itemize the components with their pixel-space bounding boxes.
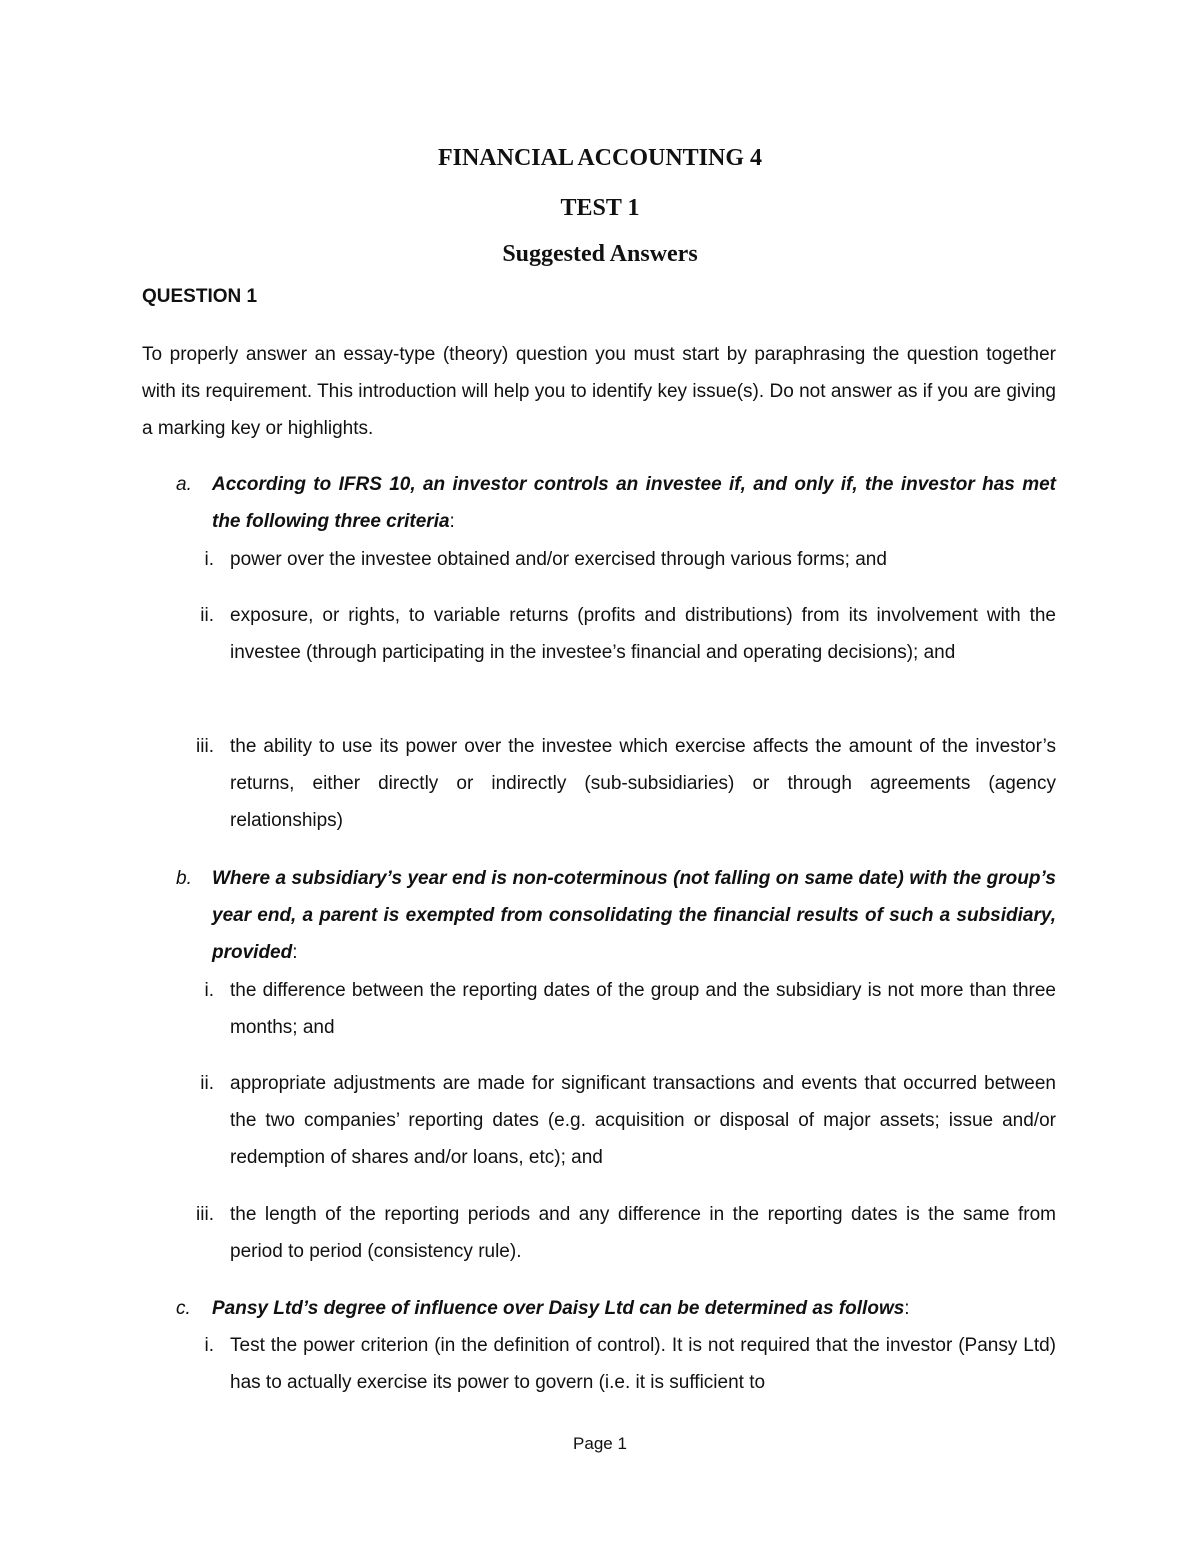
question-intro: To properly answer an essay-type (theory) question you must start by paraphrasing the question together with its requirement. This introduction will help you to identify key issue(s). Do not answer as if you are giving a marking key or highlights. xyxy=(142,344,1056,439)
part-label: b. xyxy=(176,868,192,889)
test-title: TEST 1 xyxy=(560,195,640,221)
point-text: the difference between the reporting dates of the group and the subsidiary is not more than three months; and xyxy=(230,980,1056,1038)
point-label: i. xyxy=(204,980,214,1001)
page-number: Page 1 xyxy=(573,1434,627,1453)
part-label: a. xyxy=(176,474,192,495)
colon: : xyxy=(449,511,455,532)
point-text: the ability to use its power over the investee which exercise affects the amount of the investor’s returns, either directly or indirectly (sub-subsidiaries) or through agreements (agency relationships) xyxy=(230,736,1056,831)
point-label: iii. xyxy=(196,1204,214,1225)
part-question-text: Where a subsidiary’s year end is non-coterminous (not falling on same date) with the group’s year end, a parent is exempted from consolidating the financial results of such a subsidiary, provided xyxy=(212,868,1056,963)
part-label: c. xyxy=(176,1298,191,1319)
colon: : xyxy=(292,942,298,963)
part-question xyxy=(212,860,1056,971)
point-label: ii. xyxy=(200,1073,214,1094)
document-title: FINANCIAL ACCOUNTING 4 xyxy=(437,145,763,171)
question-heading: QUESTION 1 xyxy=(142,286,258,307)
point-text: appropriate adjustments are made for significant transactions and events that occurred between the two companies’ reporting dates (e.g. acquisition or disposal of major assets; issue and/or redemption of shares and/or loans, etc); and xyxy=(230,1073,1056,1168)
point-text: power over the investee obtained and/or exercised through various forms; and xyxy=(230,549,887,570)
point-text: exposure, or rights, to variable returns (profits and distributions) from its involvement with the investee (through participating in the investee’s financial and operating decisions); and xyxy=(230,605,1056,663)
point-label: i. xyxy=(204,549,214,570)
point-label: ii. xyxy=(200,605,214,626)
point-label: i. xyxy=(204,1335,214,1356)
part-question xyxy=(212,1290,1056,1327)
point-label: iii. xyxy=(196,736,214,757)
part-question-text: Pansy Ltd’s degree of influence over Daisy Ltd can be determined as follows xyxy=(212,1298,905,1319)
part-question-text: According to IFRS 10, an investor controls an investee if, and only if, the investor has met the following three criteria xyxy=(212,474,1056,532)
document-subtitle: Suggested Answers xyxy=(502,241,698,267)
point-text: Test the power criterion (in the definition of control). It is not required that the investor (Pansy Ltd) has to actually exercise its power to govern (i.e. it is sufficient to xyxy=(230,1335,1056,1393)
point-text: the length of the reporting periods and any difference in the reporting dates is the same from period to period (consistency rule). xyxy=(230,1204,1056,1262)
part-question xyxy=(212,466,1056,540)
colon: : xyxy=(904,1298,910,1319)
